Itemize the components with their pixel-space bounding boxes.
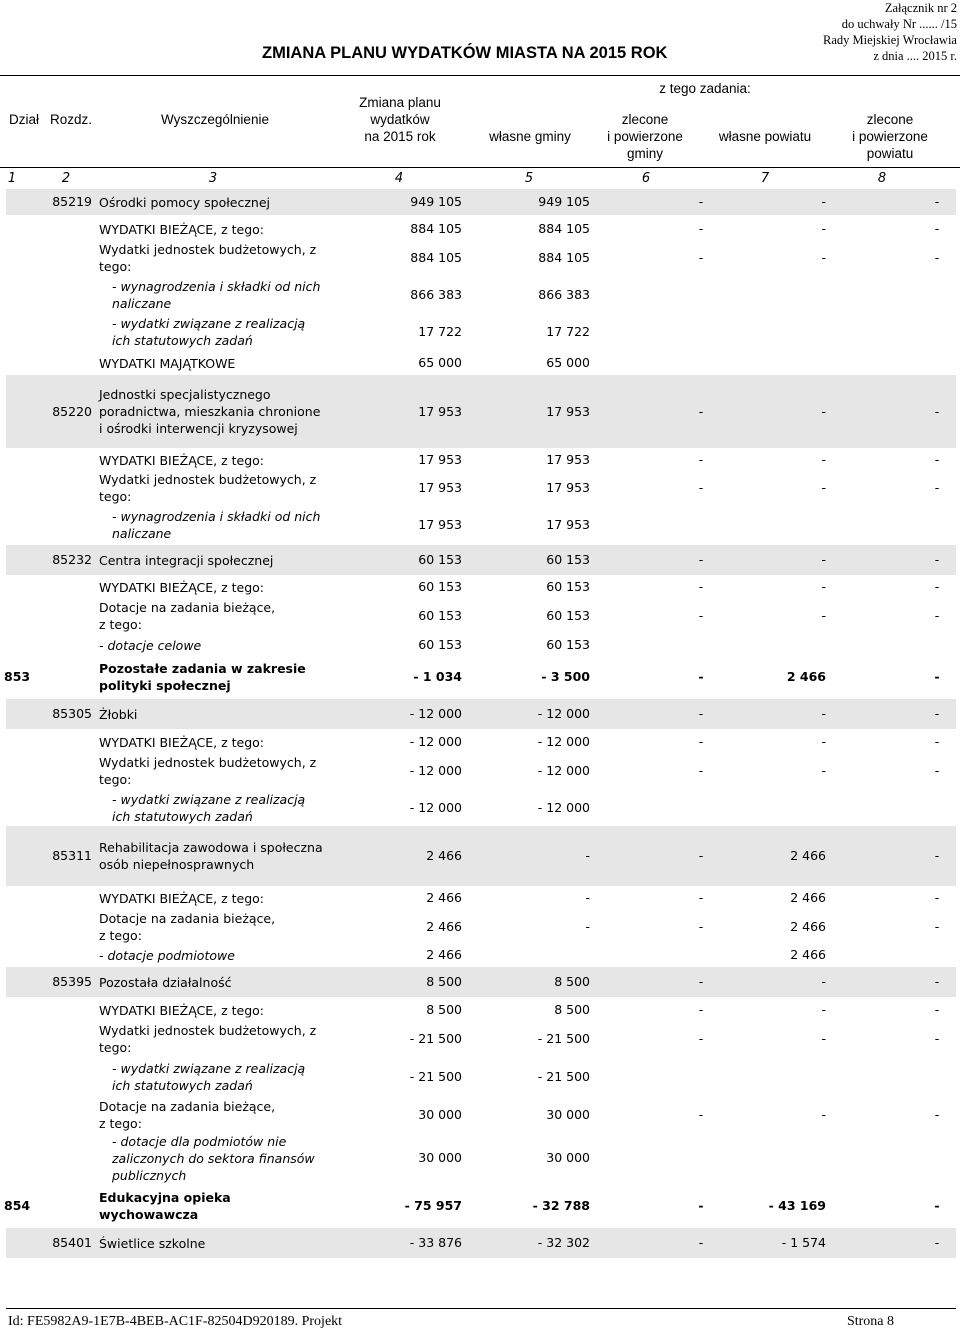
value-wlasne-powiatu: - 43 169: [768, 1198, 826, 1213]
value-wlasne-gminy: 30 000: [546, 1150, 590, 1165]
value-wlasne-powiatu: -: [821, 1107, 826, 1122]
value-zmiana-planu: 884 105: [410, 250, 462, 265]
row-description: [99, 278, 339, 312]
row-description-line: Dotacje na zadania bieżące,: [99, 1099, 276, 1114]
value-zlecone-gminy: -: [698, 552, 704, 567]
rozdzial-code: 85401: [52, 1235, 92, 1250]
header-z-tego-zadania: z tego zadania:: [659, 81, 751, 96]
value-zlecone-gminy: -: [698, 1235, 704, 1250]
row-description: [99, 386, 339, 437]
value-wlasne-gminy: - 21 500: [537, 1069, 590, 1084]
header-zmiana-line-3: na 2015 rok: [364, 129, 436, 144]
value-zmiana-planu: 884 105: [410, 221, 462, 236]
value-zmiana-planu: - 12 000: [409, 706, 462, 721]
row-description: [99, 706, 339, 723]
value-zlecone-gminy: -: [698, 890, 704, 905]
value-zmiana-planu: 949 105: [410, 194, 462, 209]
value-wlasne-gminy: 8 500: [554, 1002, 590, 1017]
row-description: [99, 1133, 339, 1184]
value-wlasne-powiatu: -: [821, 974, 826, 989]
row-description: [99, 1235, 339, 1252]
row-description-line: naliczane: [112, 526, 172, 541]
value-wlasne-gminy: 60 153: [546, 608, 590, 623]
value-wlasne-gminy: - 32 788: [532, 1198, 590, 1213]
value-wlasne-gminy: 60 153: [546, 637, 590, 652]
value-zmiana-planu: 2 466: [426, 890, 462, 905]
table-row: [6, 967, 956, 997]
column-number-6: 6: [641, 171, 651, 186]
row-description-line: wychowawcza: [99, 1207, 199, 1222]
value-zlecone-powiatu: -: [934, 1107, 940, 1122]
value-zmiana-planu: 17 953: [418, 517, 462, 532]
value-wlasne-powiatu: -: [821, 763, 826, 778]
row-description-line: Dotacje na zadania bieżące,: [99, 600, 276, 615]
row-description: [99, 1060, 339, 1094]
value-zlecone-powiatu: -: [934, 194, 940, 209]
value-zlecone-powiatu: -: [934, 890, 940, 905]
row-description: [99, 315, 339, 349]
row-description-line: tego:: [99, 259, 132, 274]
column-number-8: 8: [877, 171, 887, 186]
table-row: [0, 635, 960, 655]
row-description: [99, 910, 339, 944]
row-description-line: Edukacyjna opieka: [99, 1190, 231, 1205]
value-zlecone-powiatu: -: [934, 403, 940, 419]
row-description-line: - dotacje celowe: [99, 637, 202, 653]
table-row: [0, 507, 960, 543]
value-zmiana-planu: - 21 500: [409, 1069, 462, 1084]
row-description-line: Wydatki jednostek budżetowych, z: [99, 755, 317, 770]
column-number-5: 5: [524, 171, 534, 186]
value-zlecone-gminy: -: [698, 1002, 704, 1017]
table-row: [0, 278, 960, 312]
footer-rule: [6, 1308, 956, 1309]
attachment-note: [757, 0, 957, 64]
value-wlasne-powiatu: -: [821, 1002, 826, 1017]
header-zlecone-gminy-1: zlecone: [621, 112, 669, 127]
header-zlecone-powiatu-2: i powierzone: [852, 129, 928, 144]
row-description-line: Świetlice szkolne: [99, 1235, 206, 1251]
row-description: [99, 552, 339, 569]
row-description-line: zaliczonych do sektora finansów: [112, 1150, 315, 1166]
header-wlasne-powiatu: własne powiatu: [718, 129, 812, 144]
row-description-line: i ośrodki interwencji kryzysowej: [99, 421, 298, 436]
header-zmiana-line-1: Zmiana planu: [359, 95, 441, 110]
value-wlasne-powiatu: -: [821, 734, 826, 749]
row-description-line: - wydatki związane z realizacją: [112, 316, 306, 331]
value-wlasne-powiatu: -: [821, 706, 826, 721]
value-zmiana-planu: 8 500: [426, 974, 462, 989]
value-wlasne-powiatu: 2 466: [790, 919, 826, 934]
value-zmiana-planu: - 12 000: [409, 734, 462, 749]
value-zlecone-gminy: -: [698, 608, 704, 623]
value-zmiana-planu: 17 953: [418, 452, 462, 467]
row-description-line: Jednostki specjalistycznego: [99, 387, 271, 402]
value-wlasne-gminy: -: [585, 919, 590, 934]
row-description-line: z tego:: [99, 928, 142, 943]
table-row: [6, 375, 956, 448]
rozdzial-code: 85305: [52, 706, 92, 721]
value-zlecone-gminy: -: [698, 452, 704, 467]
header-zlecone-gminy: [590, 111, 700, 162]
table-row: [0, 449, 960, 471]
row-description-line: Pozostałe zadania w zakresie: [99, 661, 306, 676]
column-number-4: 4: [394, 171, 404, 186]
value-wlasne-powiatu: 2 466: [790, 890, 826, 905]
row-description: [99, 734, 339, 751]
column-number-7: 7: [760, 171, 770, 186]
value-zlecone-powiatu: -: [934, 250, 940, 265]
value-zlecone-gminy: -: [698, 669, 704, 684]
table-row: [0, 471, 960, 505]
row-description-line: - wynagrodzenia i składki od nich: [112, 509, 321, 524]
value-zlecone-gminy: -: [698, 734, 704, 749]
value-zmiana-planu: 17 953: [418, 480, 462, 495]
value-wlasne-powiatu: 2 466: [790, 947, 826, 962]
header-wyszczegolnienie: Wyszczególnienie: [161, 112, 269, 127]
row-description-line: - dotacje podmiotowe: [99, 947, 235, 963]
table-row: [0, 1133, 960, 1183]
value-wlasne-gminy: 17 953: [546, 452, 590, 467]
value-zmiana-planu: 30 000: [418, 1150, 462, 1165]
value-wlasne-powiatu: -: [821, 579, 826, 594]
value-zlecone-gminy: -: [698, 403, 704, 419]
attachment-line-3: Rady Miejskiej Wrocławia: [823, 33, 957, 47]
value-wlasne-powiatu: 2 466: [790, 848, 826, 863]
value-wlasne-gminy: - 12 000: [537, 800, 590, 815]
row-description-line: publicznych: [112, 1167, 187, 1183]
value-zmiana-planu: 60 153: [418, 637, 462, 652]
value-zmiana-planu: - 75 957: [404, 1198, 462, 1213]
row-description: [99, 1189, 339, 1223]
value-zlecone-powiatu: -: [934, 1198, 940, 1213]
value-zmiana-planu: 8 500: [426, 1002, 462, 1017]
table-row: [0, 352, 960, 374]
value-zlecone-powiatu: -: [934, 452, 940, 467]
header-zlecone-powiatu-1: zlecone: [866, 112, 914, 127]
value-zmiana-planu: 60 153: [418, 579, 462, 594]
attachment-line-4: z dnia .... 2015 r.: [873, 49, 957, 63]
row-description-line: WYDATKI BIEŻĄCE, z tego:: [99, 890, 265, 906]
row-description-line: tego:: [99, 489, 132, 504]
footer-document-id: Id: FE5982A9-1E7B-4BEB-AC1F-82504D920189. Projekt: [8, 1314, 343, 1329]
row-description: [99, 508, 339, 542]
value-wlasne-gminy: -: [585, 848, 590, 863]
row-description-line: poradnictwa, mieszkania chronione: [99, 404, 321, 419]
value-wlasne-powiatu: -: [821, 608, 826, 623]
value-wlasne-powiatu: -: [821, 452, 826, 467]
table-row: [0, 731, 960, 753]
value-wlasne-gminy: 884 105: [538, 221, 590, 236]
row-description: [99, 355, 339, 372]
table-row: [0, 657, 960, 697]
row-description: [99, 579, 339, 596]
value-wlasne-powiatu: -: [821, 403, 826, 419]
value-zlecone-powiatu: -: [934, 974, 940, 989]
row-description: [99, 890, 339, 907]
value-zlecone-gminy: -: [698, 480, 704, 495]
value-wlasne-gminy: -: [585, 890, 590, 905]
table-row: [0, 789, 960, 827]
value-zmiana-planu: - 21 500: [409, 1031, 462, 1046]
value-wlasne-powiatu: -: [821, 221, 826, 236]
value-zlecone-gminy: -: [698, 919, 704, 934]
value-zlecone-gminy: -: [698, 1198, 704, 1213]
header-zmiana-planu: [340, 94, 460, 145]
value-zlecone-powiatu: -: [934, 579, 940, 594]
table-row: [0, 1021, 960, 1057]
row-description: [99, 974, 339, 991]
row-description-line: Pozostała działalność: [99, 974, 232, 990]
table-row: [0, 1185, 960, 1227]
attachment-line-2: do uchwały Nr ...... /15: [841, 17, 957, 31]
row-description-line: WYDATKI BIEŻĄCE, z tego:: [99, 1002, 265, 1018]
row-description: [99, 471, 339, 505]
value-wlasne-gminy: 17 722: [546, 324, 590, 339]
row-description: [99, 241, 339, 275]
value-zmiana-planu: - 12 000: [409, 763, 462, 778]
row-description-line: - wydatki związane z realizacją: [112, 792, 306, 807]
value-zlecone-gminy: -: [698, 194, 704, 209]
value-wlasne-gminy: 60 153: [546, 579, 590, 594]
row-description-line: Ośrodki pomocy społecznej: [99, 194, 270, 210]
table-row: [0, 241, 960, 275]
table-row: [0, 1057, 960, 1097]
value-wlasne-powiatu: -: [821, 250, 826, 265]
row-description-line: WYDATKI BIEŻĄCE, z tego:: [99, 734, 265, 750]
value-wlasne-powiatu: -: [821, 1031, 826, 1046]
row-description-line: - wydatki związane z realizacją: [112, 1061, 306, 1076]
row-description: [99, 839, 339, 873]
dzial-code: 853: [4, 669, 31, 684]
row-description-line: WYDATKI BIEŻĄCE, z tego:: [99, 452, 265, 468]
table-row: [0, 887, 960, 909]
row-description-line: Dotacje na zadania bieżące,: [99, 911, 276, 926]
value-zmiana-planu: - 33 876: [409, 1235, 462, 1250]
header-zlecone-powiatu: [830, 111, 950, 162]
row-description: [99, 221, 339, 238]
table-row: [0, 909, 960, 945]
value-zmiana-planu: 2 466: [426, 947, 462, 962]
value-zmiana-planu: 30 000: [418, 1107, 462, 1122]
table-row: [0, 1097, 960, 1133]
attachment-line-1: Załącznik nr 2: [884, 1, 957, 15]
value-zlecone-powiatu: -: [934, 1002, 940, 1017]
table-row: [0, 999, 960, 1021]
header-top-rule: [0, 75, 960, 76]
value-wlasne-powiatu: -: [821, 480, 826, 495]
rozdzial-code: 85395: [52, 974, 92, 989]
value-wlasne-gminy: - 12 000: [537, 706, 590, 721]
header-wlasne-gminy: własne gminy: [489, 129, 571, 144]
row-description: [99, 637, 339, 654]
row-description: [99, 1022, 339, 1056]
table-row: [6, 189, 956, 215]
column-number-2: 2: [61, 171, 71, 186]
value-zmiana-planu: 2 466: [426, 919, 462, 934]
header-zlecone-gminy-2: i powierzone: [607, 129, 683, 144]
value-zlecone-gminy: -: [698, 221, 704, 236]
value-zlecone-powiatu: -: [934, 480, 940, 495]
value-wlasne-gminy: 17 953: [546, 403, 590, 419]
row-description-line: osób niepełnosprawnych: [99, 857, 255, 872]
value-zmiana-planu: 60 153: [418, 608, 462, 623]
row-description-line: tego:: [99, 772, 132, 787]
value-zlecone-powiatu: -: [934, 848, 940, 863]
row-description-line: Rehabilitacja zawodowa i społeczna: [99, 840, 323, 855]
footer-page-number: Strona 8: [846, 1314, 894, 1329]
page-title: ZMIANA PLANU WYDATKÓW MIASTA NA 2015 ROK: [262, 44, 668, 62]
value-wlasne-powiatu: -: [821, 552, 826, 567]
value-zlecone-powiatu: -: [934, 669, 940, 684]
table-row: [0, 314, 960, 350]
row-description-line: z tego:: [99, 617, 142, 632]
value-wlasne-gminy: 60 153: [546, 552, 590, 567]
table-row: [6, 826, 956, 886]
value-zmiana-planu: 866 383: [410, 287, 462, 302]
column-number-3: 3: [208, 171, 218, 186]
table-row: [6, 545, 956, 575]
row-description-line: Wydatki jednostek budżetowych, z: [99, 472, 317, 487]
row-description: [99, 194, 339, 211]
rozdzial-code: 85232: [52, 552, 92, 567]
value-wlasne-gminy: 866 383: [538, 287, 590, 302]
row-description-line: Żłobki: [99, 706, 138, 722]
row-description: [99, 1002, 339, 1019]
row-description-line: naliczane: [112, 296, 172, 311]
header-dzial: Dział: [8, 112, 39, 127]
header-rozdz: Rozdz.: [49, 112, 93, 127]
value-zmiana-planu: - 1 034: [413, 669, 462, 684]
value-wlasne-gminy: - 3 500: [541, 669, 590, 684]
row-description-line: WYDATKI BIEŻĄCE, z tego:: [99, 221, 265, 237]
value-zlecone-powiatu: -: [934, 706, 940, 721]
row-description: [99, 754, 339, 788]
value-wlasne-gminy: - 21 500: [537, 1031, 590, 1046]
table-row: [0, 945, 960, 965]
header-zlecone-powiatu-3: powiatu: [866, 146, 914, 161]
value-wlasne-gminy: 949 105: [538, 194, 590, 209]
row-description: [99, 791, 339, 825]
value-zlecone-gminy: -: [698, 1107, 704, 1122]
row-description: [99, 947, 339, 964]
value-wlasne-gminy: 8 500: [554, 974, 590, 989]
row-description: [99, 452, 339, 469]
rozdzial-code: 85220: [52, 403, 92, 419]
rozdzial-code: 85219: [52, 194, 92, 209]
row-description-line: polityki społecznej: [99, 678, 231, 693]
value-zlecone-gminy: -: [698, 763, 704, 778]
table-row: [6, 1228, 956, 1258]
header-zlecone-gminy-3: gminy: [626, 146, 663, 161]
row-description-line: WYDATKI MAJĄTKOWE: [99, 355, 236, 371]
table-row: [0, 219, 960, 239]
value-wlasne-gminy: 17 953: [546, 480, 590, 495]
value-zlecone-powiatu: -: [934, 1235, 940, 1250]
row-description-line: Centra integracji społecznej: [99, 552, 274, 568]
table-row: [6, 699, 956, 729]
value-wlasne-powiatu: -: [821, 194, 826, 209]
row-description-line: Wydatki jednostek budżetowych, z: [99, 242, 317, 257]
value-zlecone-powiatu: -: [934, 221, 940, 236]
row-description-line: WYDATKI BIEŻĄCE, z tego:: [99, 579, 265, 595]
row-description: [99, 660, 339, 694]
value-wlasne-gminy: 30 000: [546, 1107, 590, 1122]
rozdzial-code: 85311: [52, 848, 92, 863]
row-description-line: Wydatki jednostek budżetowych, z: [99, 1023, 317, 1038]
header-bottom-rule: [0, 167, 960, 168]
value-zlecone-powiatu: -: [934, 552, 940, 567]
row-description-line: ich statutowych zadań: [112, 809, 253, 824]
value-zlecone-gminy: -: [698, 250, 704, 265]
value-zmiana-planu: 17 953: [418, 403, 462, 419]
row-description-line: z tego:: [99, 1116, 142, 1131]
value-zlecone-gminy: -: [698, 848, 704, 863]
value-zmiana-planu: 65 000: [418, 355, 462, 370]
value-wlasne-gminy: - 12 000: [537, 734, 590, 749]
value-zmiana-planu: 17 722: [418, 324, 462, 339]
row-description: [99, 1098, 339, 1132]
value-wlasne-powiatu: - 1 574: [781, 1235, 826, 1250]
value-zlecone-gminy: -: [698, 1031, 704, 1046]
value-zlecone-powiatu: -: [934, 763, 940, 778]
value-wlasne-gminy: 17 953: [546, 517, 590, 532]
column-numbers-row: [0, 169, 960, 187]
table-row: [0, 753, 960, 789]
value-wlasne-gminy: - 32 302: [537, 1235, 590, 1250]
row-description: [99, 599, 339, 633]
row-description-line: tego:: [99, 1040, 132, 1055]
header-zmiana-line-2: wydatków: [370, 112, 430, 127]
value-zlecone-powiatu: -: [934, 1031, 940, 1046]
row-description-line: ich statutowych zadań: [112, 333, 253, 348]
column-number-1: 1: [7, 171, 17, 186]
value-zlecone-gminy: -: [698, 706, 704, 721]
value-wlasne-gminy: - 12 000: [537, 763, 590, 778]
value-zlecone-gminy: -: [698, 579, 704, 594]
value-wlasne-powiatu: 2 466: [786, 669, 826, 684]
row-description-line: ich statutowych zadań: [112, 1078, 253, 1093]
value-zlecone-powiatu: -: [934, 608, 940, 623]
value-zlecone-powiatu: -: [934, 734, 940, 749]
table-row: [0, 577, 960, 597]
value-zmiana-planu: 60 153: [418, 552, 462, 567]
dzial-code: 854: [4, 1198, 31, 1213]
value-zlecone-gminy: -: [698, 974, 704, 989]
row-description-line: - wynagrodzenia i składki od nich: [112, 279, 321, 294]
table-row: [0, 599, 960, 633]
value-wlasne-gminy: 65 000: [546, 355, 590, 370]
value-zlecone-powiatu: -: [934, 919, 940, 934]
value-wlasne-gminy: 884 105: [538, 250, 590, 265]
value-zmiana-planu: - 12 000: [409, 800, 462, 815]
value-zmiana-planu: 2 466: [426, 848, 462, 863]
row-description-line: - dotacje dla podmiotów nie: [112, 1133, 287, 1149]
